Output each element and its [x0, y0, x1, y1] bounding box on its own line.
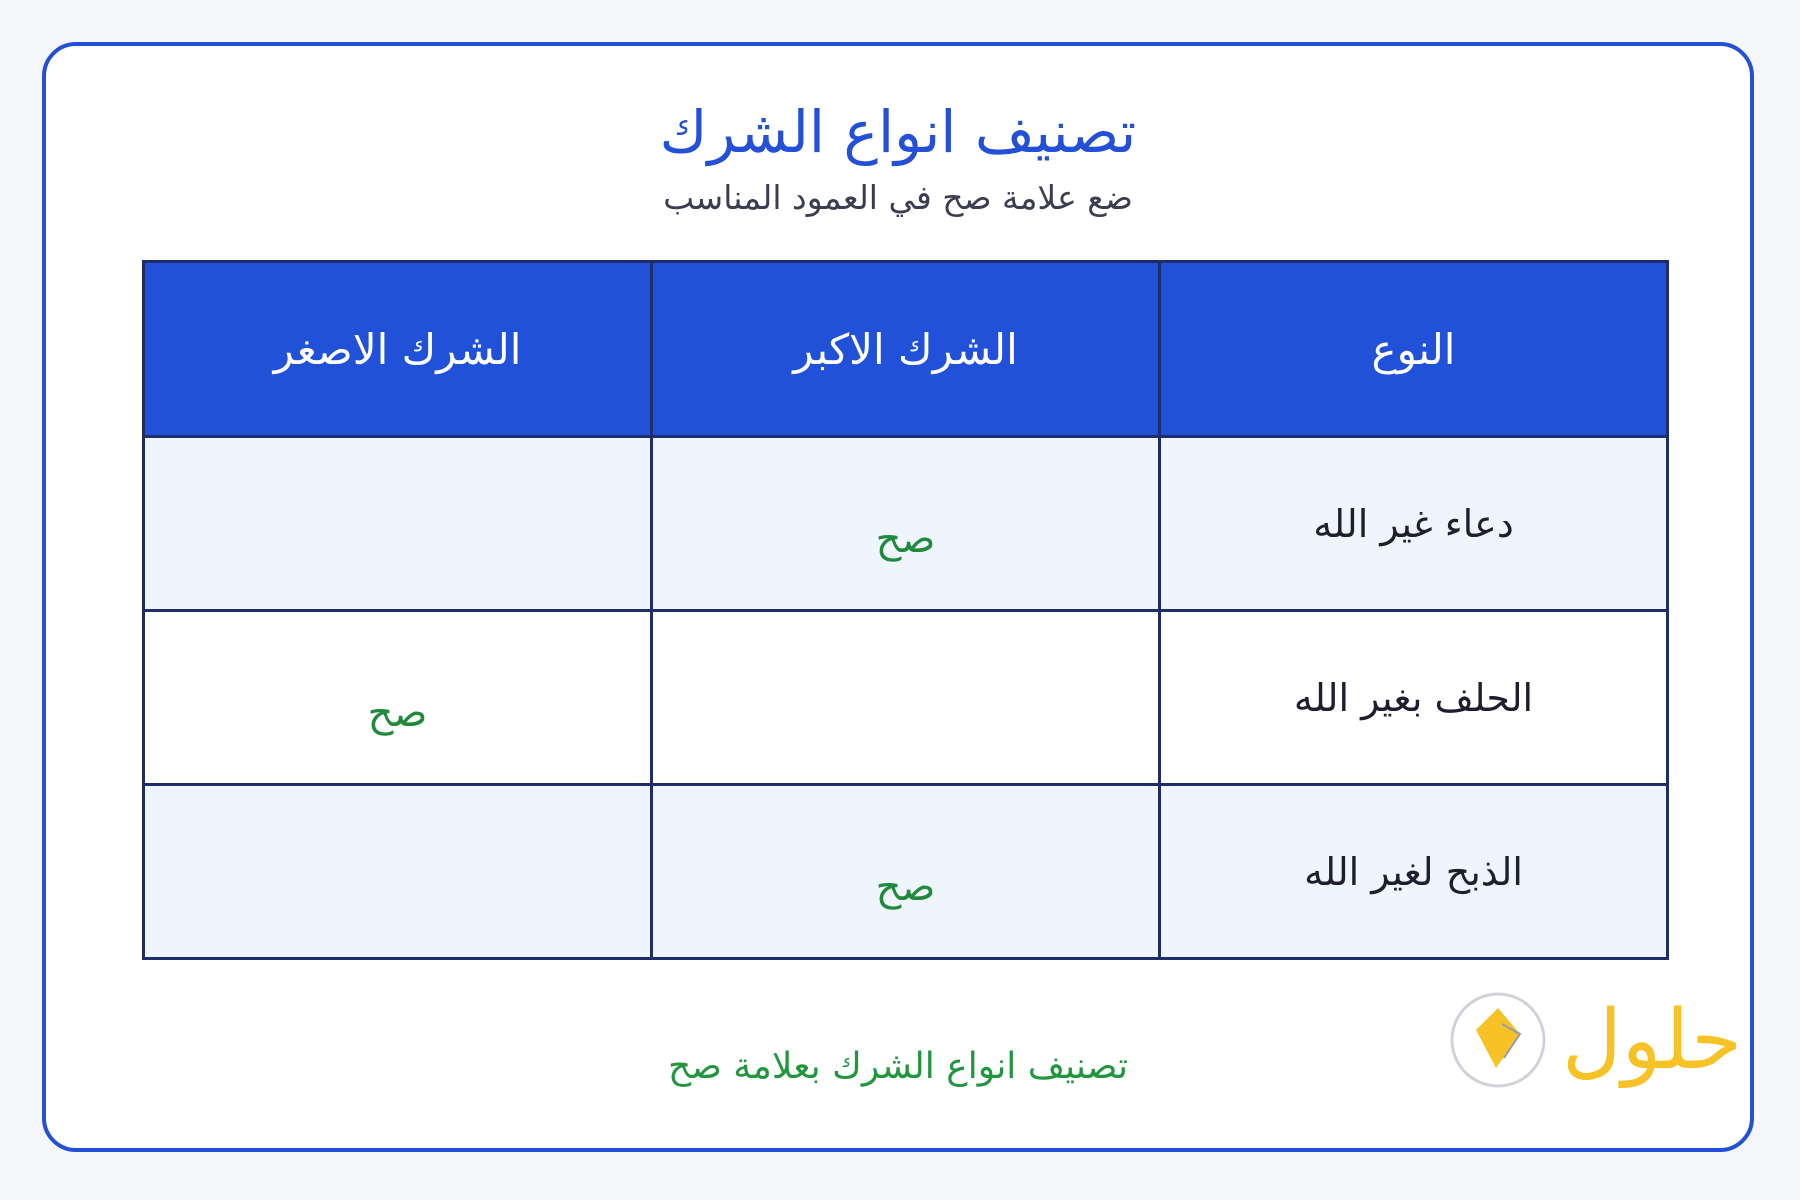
- cell-type: الحلف بغير الله: [1160, 611, 1668, 785]
- cell-minor[interactable]: [144, 611, 652, 785]
- column-header-minor-shirk: الشرك الاصغر: [144, 262, 652, 437]
- page-title: تصنيف انواع الشرك: [659, 98, 1137, 166]
- brand-logo-text: حلول: [1562, 993, 1742, 1088]
- page-subtitle: ضع علامة صح في العمود المناسب: [663, 178, 1133, 217]
- column-header-type: النوع: [1160, 262, 1668, 437]
- table-header-row: [144, 262, 1668, 437]
- table-row: [144, 611, 1668, 785]
- cell-type: دعاء غير الله: [1160, 437, 1668, 611]
- classification-table: [142, 260, 1669, 960]
- column-header-major-shirk: الشرك الاكبر: [652, 262, 1160, 437]
- table-row: [144, 437, 1668, 611]
- table-row: [144, 785, 1668, 959]
- check-mark: صح: [875, 515, 936, 562]
- check-mark: صح: [367, 689, 428, 736]
- cell-major[interactable]: [652, 437, 1160, 611]
- brand-logo: [1440, 968, 1760, 1098]
- cell-minor[interactable]: [144, 785, 652, 959]
- cell-minor[interactable]: [144, 437, 652, 611]
- cell-type: الذبح لغير الله: [1160, 785, 1668, 959]
- cell-major[interactable]: [652, 611, 1160, 785]
- check-mark: صح: [875, 863, 936, 910]
- cell-major[interactable]: [652, 785, 1160, 959]
- footer-caption: تصنيف انواع الشرك بعلامة صح: [668, 1046, 1128, 1087]
